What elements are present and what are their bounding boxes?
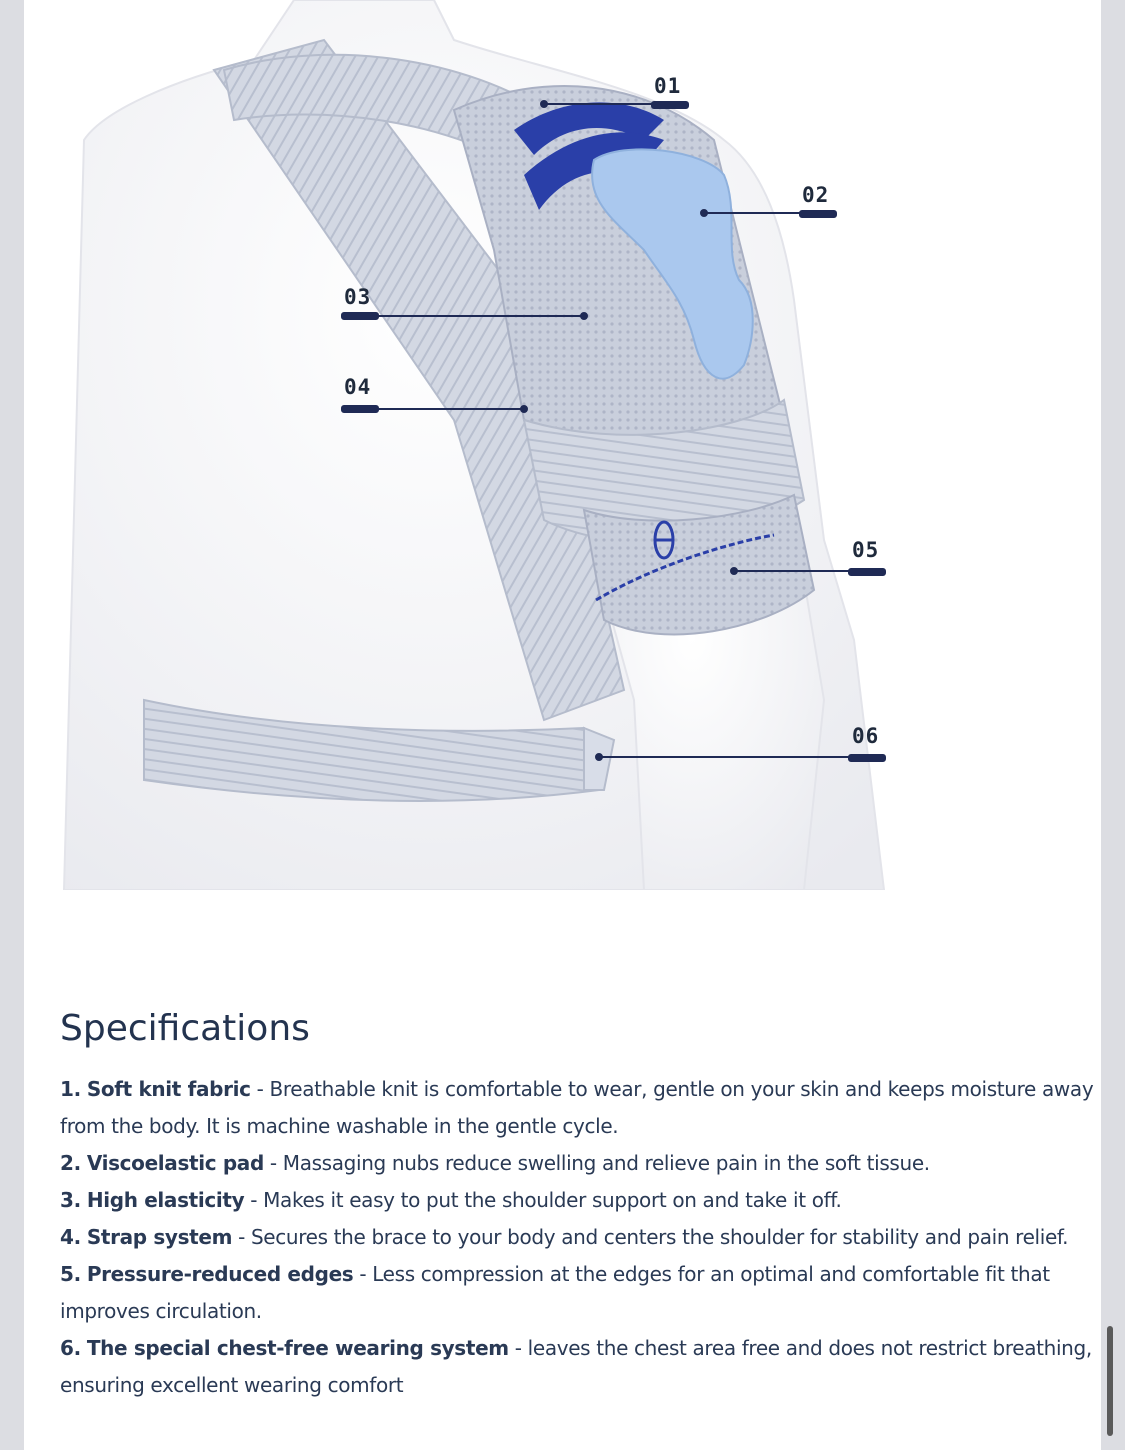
- spec-name: High elasticity: [86, 1188, 245, 1212]
- spec-number: 1.: [60, 1077, 81, 1101]
- callout-04: 04: [344, 375, 372, 399]
- spec-item-6: [60, 1330, 1100, 1404]
- spec-name: Pressure-reduced edges: [86, 1262, 354, 1286]
- callout-02: 02: [802, 183, 830, 207]
- specifications-section: [60, 1008, 1100, 1404]
- spec-description: - Less compression at the edges for an optimal and comfortable fit that improves circulation.: [60, 1262, 1050, 1323]
- spec-description: - Massaging nubs reduce swelling and relieve pain in the soft tissue.: [263, 1151, 930, 1175]
- spec-item-5: [60, 1256, 1100, 1330]
- callout-06: 06: [852, 724, 880, 748]
- spec-name: Soft knit fabric: [86, 1077, 251, 1101]
- spec-item-1: [60, 1071, 1100, 1145]
- spec-item-2: [60, 1145, 1100, 1182]
- spec-item-4: [60, 1219, 1100, 1256]
- spec-number: 6.: [60, 1336, 81, 1360]
- spec-item-3: [60, 1182, 1100, 1219]
- spec-number: 4.: [60, 1225, 81, 1249]
- spec-description: - Makes it easy to put the shoulder support on and take it off.: [244, 1188, 842, 1212]
- spec-description: - Breathable knit is comfortable to wear, gentle on your skin and keeps moisture away from the body. It is machine washable in the gentle cycle.: [60, 1077, 1094, 1138]
- spec-description: - leaves the chest area free and does not restrict breathing, ensuring excellent wearing comfort: [60, 1336, 1092, 1397]
- specifications-title: Specifications: [60, 1008, 310, 1049]
- callout-05: 05: [852, 538, 880, 562]
- spec-name: Viscoelastic pad: [86, 1151, 264, 1175]
- product-page: [24, 0, 1101, 1450]
- shoulder-brace-illustration: [24, 0, 1101, 890]
- scrollbar-thumb[interactable]: [1107, 1326, 1113, 1436]
- spec-number: 5.: [60, 1262, 81, 1286]
- spec-number: 3.: [60, 1188, 81, 1212]
- spec-name: Strap system: [86, 1225, 233, 1249]
- spec-description: - Secures the brace to your body and centers the shoulder for stability and pain relief.: [232, 1225, 1069, 1249]
- callout-01: 01: [654, 74, 682, 98]
- spec-name: The special chest-free wearing system: [86, 1336, 509, 1360]
- spec-number: 2.: [60, 1151, 81, 1175]
- callout-03: 03: [344, 285, 372, 309]
